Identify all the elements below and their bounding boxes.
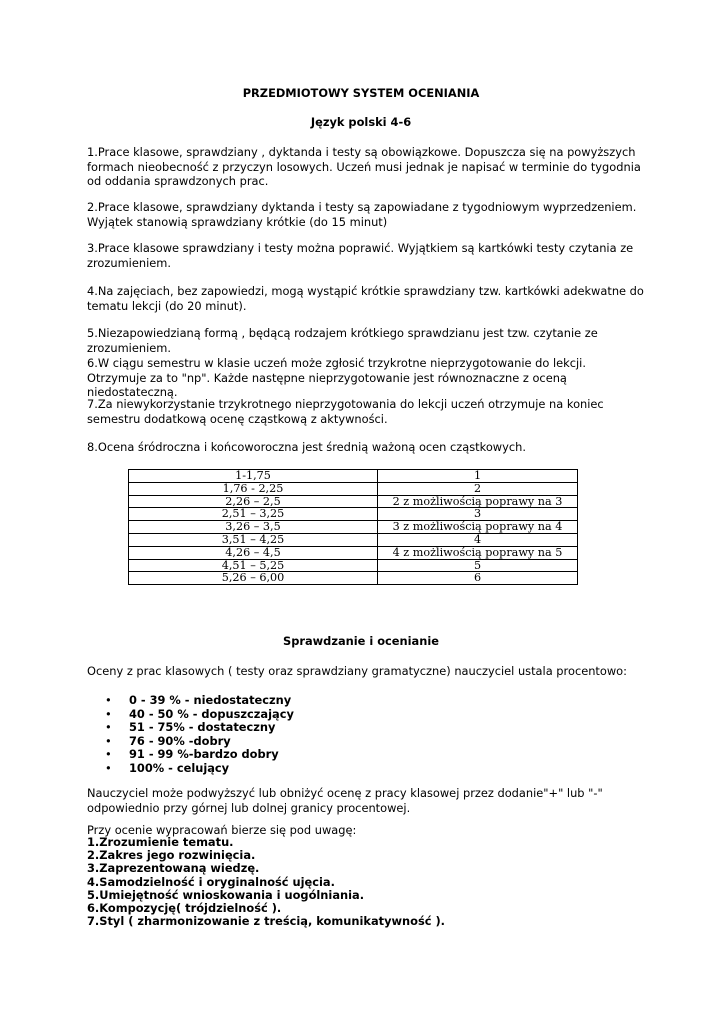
rule-6: 6.W ciągu semestru w klasie uczeń może zgłosić trzykrotne nieprzygotowanie do lekcji. Otrzymuje za to "np". Każde następne nieprzygotowanie jest równoznaczne z oceną niedostateczną. <box>87 356 586 399</box>
grade-cell: 4 <box>378 533 578 546</box>
average-range-cell: 2,26 – 2,5 <box>129 495 378 508</box>
rule-4: 4.Na zajęciach, bez zapowiedzi, mogą wystąpić krótkie sprawdziany tzw. kartkówki adekwatne do tematu lekcji (do 20 minut). <box>87 284 644 313</box>
list-item: 3.Zaprezentowaną wiedzę. <box>87 861 260 876</box>
plus-minus-note: Nauczyciel może podwyższyć lub obniżyć ocenę z pracy klasowej przez dodanie"+" lub "-" odpowiednio przy górnej lub dolnej granicy procentowej. <box>87 786 603 815</box>
criteria-intro: Przy ocenie wypracowań bierze się pod uwagę: <box>87 823 357 837</box>
average-range-cell: 1,76 - 2,25 <box>129 482 378 495</box>
rule-3: 3.Prace klasowe sprawdziany i testy można poprawić. Wyjątkiem są kartkówki testy czytania ze zrozumieniem. <box>87 241 634 270</box>
table-row <box>129 495 578 508</box>
grade-cell: 3 z możliwością poprawy na 4 <box>378 521 578 534</box>
grade-cell: 6 <box>378 572 578 585</box>
percent-scale-list <box>87 694 294 776</box>
grade-cell: 1 <box>378 470 578 483</box>
section-title: Sprawdzanie i ocenianie <box>283 634 439 648</box>
table-row <box>129 546 578 559</box>
grade-table <box>128 469 578 585</box>
average-range-cell: 4,26 – 4,5 <box>129 546 378 559</box>
grade-cell: 3 <box>378 508 578 521</box>
list-item: • 40 - 50 % - dopuszczający <box>129 708 294 722</box>
list-item: 1.Zrozumienie tematu. <box>87 835 234 849</box>
rule-2: 2.Prace klasowe, sprawdziany dyktanda i testy są zapowiadane z tygodniowym wyprzedzeniem. Wyjątek stanowią sprawdziany krótkie (do 15 minut) <box>87 200 637 229</box>
rule-8: 8.Ocena śródroczna i końcoworoczna jest średnią ważoną ocen cząstkowych. <box>87 440 526 454</box>
rule-7: 7.Za niewykorzystanie trzykrotnego nieprzygotowania do lekcji uczeń otrzymuje na koniec semestru dodatkową ocenę cząstkową z aktywności. <box>87 397 604 426</box>
list-item: 2.Zakres jego rozwinięcia. <box>87 848 256 863</box>
average-range-cell: 1-1,75 <box>129 470 378 483</box>
table-row <box>129 572 578 585</box>
criteria-list <box>87 836 445 928</box>
list-item: • 100% - celujący <box>129 762 294 776</box>
list-item: • 51 - 75% - dostateczny <box>129 721 294 735</box>
table-row <box>129 521 578 534</box>
table-row <box>129 482 578 495</box>
list-item: 5.Umiejętność wnioskowania i uogólniania. <box>87 887 365 902</box>
grade-cell: 4 z możliwością poprawy na 5 <box>378 546 578 559</box>
list-item: • 91 - 99 %-bardzo dobry <box>129 748 294 762</box>
document-title: PRZEDMIOTOWY SYSTEM OCENIANIA <box>242 86 480 100</box>
table-row <box>129 559 578 572</box>
table-row <box>129 508 578 521</box>
grade-cell: 2 <box>378 482 578 495</box>
table-row <box>129 470 578 483</box>
average-range-cell: 2,51 – 3,25 <box>129 508 378 521</box>
rule-1: 1.Prace klasowe, sprawdziany , dyktanda i testy są obowiązkowe. Dopuszcza się na powyższych formach nieobecność z przyczyn losowych. Uczeń musi jednak je napisać w terminie do tygodnia od oddania sprawdzonych prac. <box>87 145 641 188</box>
document-subtitle: Język polski 4-6 <box>310 115 412 129</box>
average-range-cell: 3,26 – 3,5 <box>129 521 378 534</box>
list-item: 6.Kompozycję( trójdzielność ). <box>87 901 282 916</box>
grade-cell: 5 <box>378 559 578 572</box>
list-item: • 76 - 90% -dobry <box>129 735 294 749</box>
list-item: 4.Samodzielność i oryginalność ujęcia. <box>87 874 335 889</box>
average-range-cell: 4,51 – 5,25 <box>129 559 378 572</box>
table-row <box>129 533 578 546</box>
rule-5: 5.Niezapowiedzianą formą , będącą rodzajem krótkiego sprawdzianu jest tzw. czytanie ze zrozumieniem. <box>87 326 598 355</box>
list-item: 7.Styl ( zharmonizowanie z treścią, komunikatywność ). <box>87 914 445 929</box>
average-range-cell: 3,51 – 4,25 <box>129 533 378 546</box>
average-range-cell: 5,26 – 6,00 <box>129 572 378 585</box>
grade-cell: 2 z możliwością poprawy na 3 <box>378 495 578 508</box>
list-item: • 0 - 39 % - niedostateczny <box>129 694 294 708</box>
scale-intro: Oceny z prac klasowych ( testy oraz sprawdziany gramatyczne) nauczyciel ustala procentowo: <box>87 664 627 678</box>
